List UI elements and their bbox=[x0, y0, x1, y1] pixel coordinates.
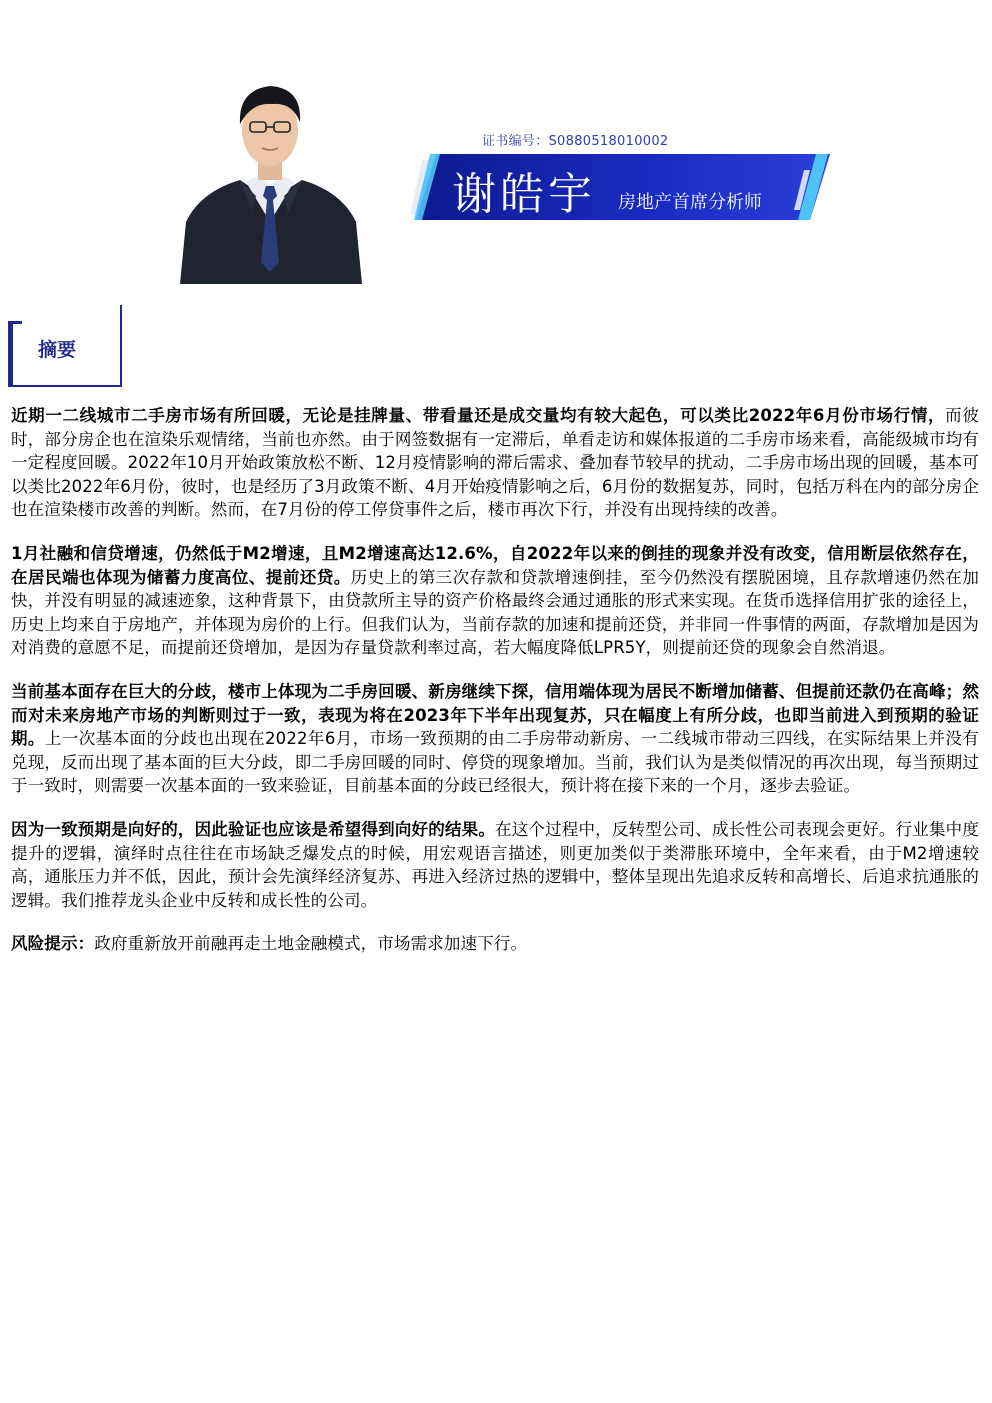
paragraph-lead: 近期一二线城市二手房市场有所回暖，无论是挂牌量、带看量还是成交量均有较大起色，可以类比2022年6月份市场行情， bbox=[11, 406, 946, 425]
risk-warning-label: 风险提示： bbox=[11, 934, 95, 954]
paragraph-body: 而彼时，部分房企也在渲染乐观情绪，当前也亦然。由于网签数据有一定滞后，单看走访和媒体报道的二手房市场来看，高能级城市均有一定程度回暖。2022年10月开始政策放松不断、12月疫情影响的滞后需求、叠加春节较早的扰动，二手房市场出现的回暖，基本可以类比2022年6月份，彼时，也是经历了3月政策不断、4月开始疫情影响之后，6月份的数据复苏，同时，包括万科在内的部分房企也在渲染楼市改善的判断。然而，在7月份的停工停贷事件之后，楼市再次下行，并没有出现持续的改善。 bbox=[11, 406, 979, 520]
summary-box-left-bar bbox=[8, 323, 13, 387]
summary-paragraph bbox=[11, 404, 979, 522]
summary-box-right-line bbox=[120, 305, 122, 387]
paragraph-lead: 当前基本面存在巨大的分歧，楼市上体现为二手房回暖、新房继续下探，信用端体现为居民不断增加储蓄、但提前还款仍在高峰；然而对未来房地产市场的判断则过于一致，表现为将在2023年下半年出现复苏，只在幅度上有所分歧，也即当前进入到预期的验证期。 bbox=[11, 681, 979, 749]
summary-box-bottom-line bbox=[8, 385, 122, 387]
paragraph-body: 上一次基本面的分歧也出现在2022年6月，市场一致预期的由二手房带动新房、一二线城市带动三四线，在实际结果上并没有兑现，反而出现了基本面的巨大分歧，即二手房回暖的同时、停贷的现象增加。当前，我们认为是类似情况的再次出现，每当预期过于一致时，则需要一次基本面的一致来验证，目前基本面的分歧已经很大，预计将在接下来的一个月，逐步去验证。 bbox=[11, 729, 979, 796]
summary-paragraph bbox=[11, 542, 979, 660]
summary-content bbox=[11, 404, 979, 976]
analyst-name: 谢皓宇 bbox=[452, 169, 596, 220]
paragraph-body: 在这个过程中，反转型公司、成长性公司表现会更好。行业集中度提升的逻辑，演绎时点往往在市场缺乏爆发点的时候，用宏观语言描述，则更加类似于类滞胀环境中，全年来看，由于M2增速较高，通胀压力并不低，因此，预计会先演绎经济复苏、再进入经济过热的逻辑中，整体呈现出先追求反转和高增长、后追求抗通胀的逻辑。我们推荐龙头企业中反转和成长性的公司。 bbox=[11, 819, 979, 910]
summary-heading-box bbox=[8, 305, 122, 387]
risk-warning-text: 政府重新放开前融再走土地金融模式，市场需求加速下行。 bbox=[94, 934, 528, 954]
paragraph-lead: 1月社融和信贷增速，仍然低于M2增速，且M2增速高达12.6%，自2022年以来的倒挂的现象并没有改变，信用断层依然存在，在居民端也体现为储蓄力度高位、提前还贷。 bbox=[11, 543, 979, 587]
analyst-photo bbox=[180, 72, 362, 284]
summary-title: 摘要 bbox=[38, 339, 77, 361]
summary-paragraph bbox=[11, 680, 979, 798]
analyst-banner bbox=[410, 152, 830, 224]
risk-warning bbox=[11, 932, 979, 956]
certificate-number: 证书编号：S0880518010002 bbox=[482, 134, 669, 149]
analyst-role: 房地产首席分析师 bbox=[618, 192, 762, 213]
paragraph-body: 历史上的第三次存款和贷款增速倒挂，至今仍然没有摆脱困境，且存款增速仍然在加快，并没有明显的减速迹象，这种背景下，由贷款所主导的资产价格最终会通过通胀的形式来实现。在货币选择信用扩张的途径上，历史上均来自于房地产，并体现为房价的上行。但我们认为，当前存款的加速和提前还贷，并非同一件事情的两面，存款增加是因为对消费的意愿不足，而提前还贷增加，是因为存量贷款利率过高，若大幅度降低LPR5Y，则提前还贷的现象会自然消退。 bbox=[11, 567, 979, 658]
paragraph-lead: 因为一致预期是向好的，因此验证也应该是希望得到向好的结果。 bbox=[11, 819, 496, 839]
summary-paragraph bbox=[11, 818, 979, 912]
